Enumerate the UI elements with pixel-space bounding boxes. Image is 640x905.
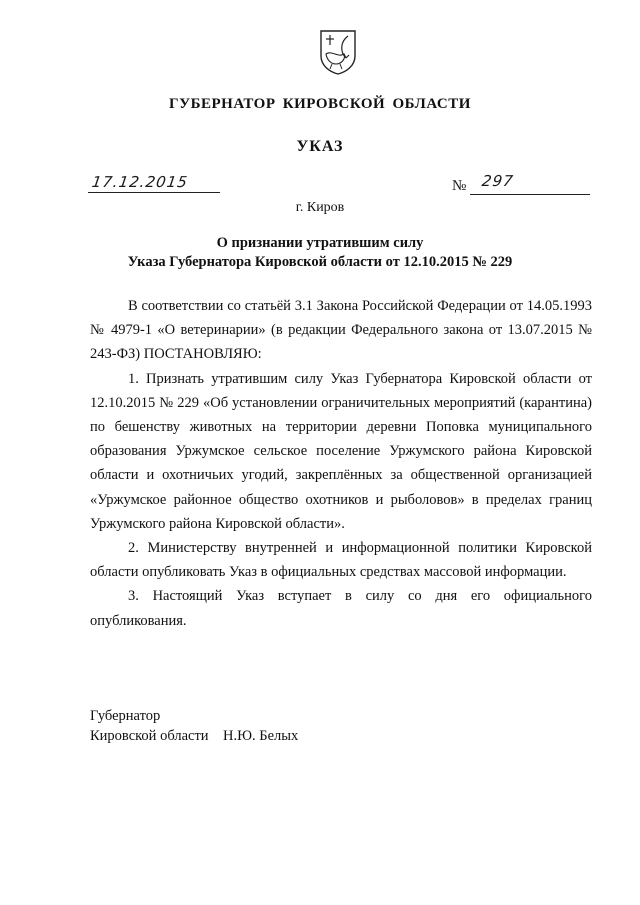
decree-title-line-2: Указа Губернатора Кировской области от 12.10.2015 № 229 — [127, 254, 513, 270]
coat-of-arms-icon — [318, 28, 358, 76]
number-underline — [470, 194, 590, 195]
signature-block — [90, 706, 298, 746]
handwritten-number: 297 — [480, 172, 515, 190]
handwritten-date: 17.12.2015 — [90, 173, 190, 191]
signature-position-line-1: Губернатор — [90, 708, 161, 724]
decree-title — [0, 234, 640, 272]
date-underline — [88, 192, 220, 193]
signatory-name: Н.Ю. Белых — [223, 728, 299, 744]
signature-row — [90, 726, 298, 746]
document-type-heading: УКАЗ — [296, 138, 344, 155]
decree-body — [90, 294, 592, 633]
body-paragraph-2: 2. Министерству внутренней и информационной политики Кировской области опубликовать Указ в официальных средствах массовой информации. — [90, 540, 592, 581]
number-sign: № — [452, 178, 467, 194]
body-paragraph-1: 1. Признать утратившим силу Указ Губернатора Кировской области от 12.10.2015 № 229 «Об установлении ограничительных мероприятий (карантина) по бешенству животных на территории деревни Поповка муниципального образования Уржумское сельское поселение Уржумского района Кировской области и охотничьих угодий, закреплённых за общественной организацией «Уржумское районное общество охотников и рыболовов» в пределах границ Уржумского района Кировской области». — [90, 370, 592, 532]
body-paragraph-3: 3. Настоящий Указ вступает в силу со дня его официального опубликования. — [90, 588, 592, 629]
organization-heading: ГУБЕРНАТОР КИРОВСКОЙ ОБЛАСТИ — [169, 96, 471, 112]
city-label: г. Киров — [295, 200, 345, 215]
signature-position-line-2: Кировской области — [90, 728, 209, 744]
body-paragraph-preamble: В соответствии со статьёй 3.1 Закона Российской Федерации от 14.05.1993 № 4979-1 «О ветеринарии» (в редакции Федерального закона от 13.07.2015 № 243-ФЗ) ПОСТАНОВЛЯЮ: — [90, 298, 592, 363]
decree-title-line-1: О признании утратившим силу — [216, 235, 424, 251]
